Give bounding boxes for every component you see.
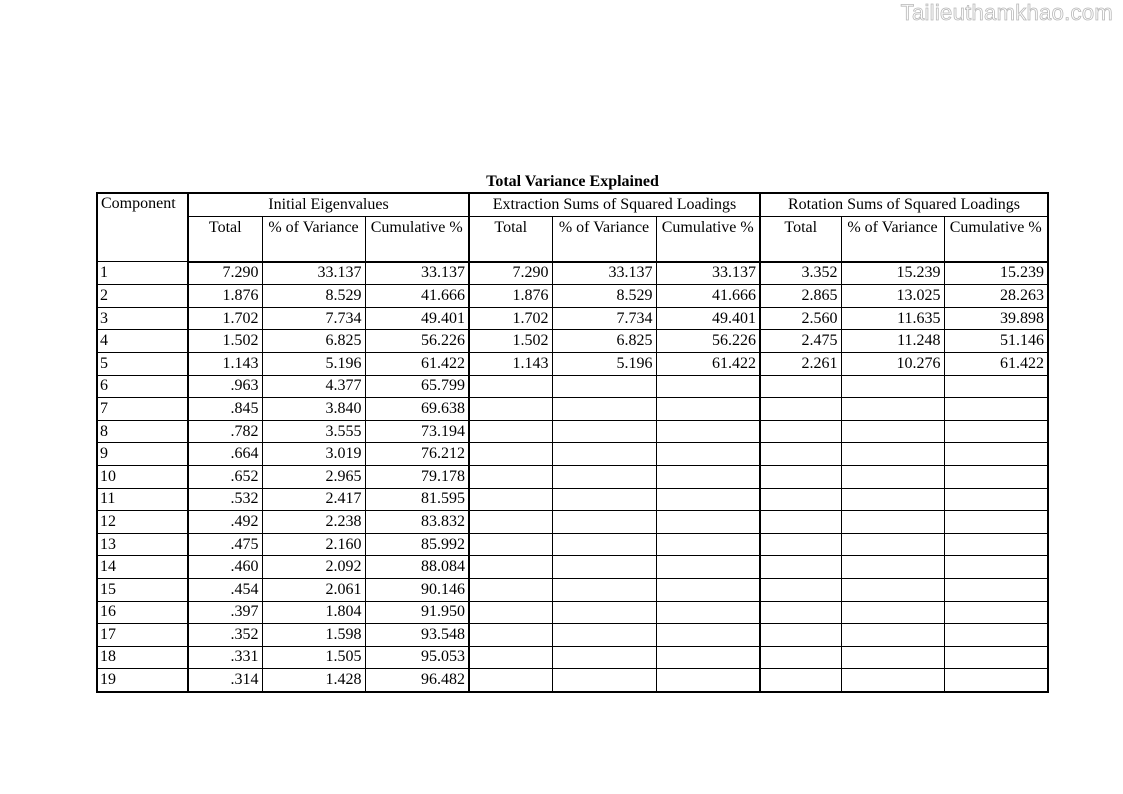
- rotation-cumulative-cell: 28.263: [944, 285, 1048, 308]
- component-number-cell: 10: [97, 465, 188, 488]
- component-number-cell: 11: [97, 488, 188, 511]
- extraction-pct-variance-cell: [552, 443, 656, 466]
- extraction-cumulative-cell: [656, 488, 760, 511]
- initial-total-header: Total: [188, 216, 262, 262]
- extraction-header: Extraction Sums of Squared Loadings: [469, 193, 760, 216]
- extraction-cumulative-cell: [656, 420, 760, 443]
- extraction-cumulative-cell: [656, 646, 760, 669]
- extraction-pct-variance-cell: [552, 488, 656, 511]
- extraction-total-cell: 1.702: [469, 307, 552, 330]
- extraction-pct-variance-cell: [552, 398, 656, 421]
- initial-pct-variance-cell: 3.555: [262, 420, 365, 443]
- initial-cumulative-cell: 95.053: [365, 646, 469, 669]
- rotation-total-cell: [760, 646, 841, 669]
- table-row: [97, 285, 1048, 308]
- table-row: [97, 578, 1048, 601]
- extraction-total-cell: [469, 646, 552, 669]
- rotation-pct-variance-cell: [841, 533, 944, 556]
- rotation-total-cell: [760, 556, 841, 579]
- extraction-cumulative-cell: [656, 465, 760, 488]
- extraction-total-cell: [469, 578, 552, 601]
- component-header: Component: [97, 193, 188, 262]
- extraction-total-cell: 1.143: [469, 352, 552, 375]
- table-row: [97, 443, 1048, 466]
- extraction-cumulative-cell: [656, 533, 760, 556]
- rotation-pct-variance-cell: [841, 488, 944, 511]
- rotation-total-cell: [760, 669, 841, 692]
- rotation-cumulative-cell: [944, 556, 1048, 579]
- extraction-pct-variance-cell: [552, 578, 656, 601]
- rotation-cumulative-cell: [944, 601, 1048, 624]
- component-number-cell: 18: [97, 646, 188, 669]
- extraction-pct-variance-header: % of Variance: [552, 216, 656, 262]
- initial-total-cell: .532: [188, 488, 262, 511]
- rotation-cumulative-cell: 61.422: [944, 352, 1048, 375]
- rotation-cumulative-cell: [944, 443, 1048, 466]
- table-row: [97, 601, 1048, 624]
- table-row: [97, 375, 1048, 398]
- initial-cumulative-cell: 41.666: [365, 285, 469, 308]
- table-row: [97, 352, 1048, 375]
- extraction-cumulative-cell: 41.666: [656, 285, 760, 308]
- initial-pct-variance-cell: 2.965: [262, 465, 365, 488]
- initial-cumulative-cell: 90.146: [365, 578, 469, 601]
- extraction-cumulative-cell: [656, 669, 760, 692]
- table-row: [97, 624, 1048, 647]
- rotation-cumulative-cell: [944, 398, 1048, 421]
- initial-cumulative-cell: 96.482: [365, 669, 469, 692]
- rotation-cumulative-cell: [944, 465, 1048, 488]
- rotation-total-cell: [760, 488, 841, 511]
- component-number-cell: 9: [97, 443, 188, 466]
- initial-total-cell: .454: [188, 578, 262, 601]
- initial-cumulative-cell: 81.595: [365, 488, 469, 511]
- rotation-cumulative-cell: 39.898: [944, 307, 1048, 330]
- extraction-cumulative-cell: [656, 578, 760, 601]
- table-row: [97, 307, 1048, 330]
- table-body: [97, 262, 1048, 692]
- rotation-total-cell: [760, 511, 841, 534]
- rotation-pct-variance-cell: [841, 669, 944, 692]
- rotation-pct-variance-cell: [841, 420, 944, 443]
- component-number-cell: 12: [97, 511, 188, 534]
- initial-total-cell: .664: [188, 443, 262, 466]
- initial-total-cell: .475: [188, 533, 262, 556]
- initial-total-cell: .845: [188, 398, 262, 421]
- extraction-cumulative-cell: 56.226: [656, 330, 760, 353]
- initial-total-cell: .331: [188, 646, 262, 669]
- rotation-pct-variance-cell: [841, 601, 944, 624]
- initial-pct-variance-cell: 2.061: [262, 578, 365, 601]
- subheader-row: [97, 216, 1048, 262]
- component-number-cell: 13: [97, 533, 188, 556]
- extraction-pct-variance-cell: 6.825: [552, 330, 656, 353]
- initial-total-cell: .782: [188, 420, 262, 443]
- extraction-total-cell: [469, 465, 552, 488]
- rotation-cumulative-cell: [944, 420, 1048, 443]
- rotation-total-cell: [760, 465, 841, 488]
- initial-total-cell: 7.290: [188, 262, 262, 285]
- total-variance-table: [96, 192, 1049, 693]
- rotation-pct-variance-cell: 15.239: [841, 262, 944, 285]
- extraction-total-cell: [469, 420, 552, 443]
- extraction-total-cell: [469, 601, 552, 624]
- extraction-total-cell: [469, 488, 552, 511]
- initial-total-cell: 1.702: [188, 307, 262, 330]
- initial-cumulative-cell: 61.422: [365, 352, 469, 375]
- rotation-cumulative-cell: [944, 488, 1048, 511]
- rotation-total-cell: [760, 443, 841, 466]
- rotation-cumulative-cell: [944, 624, 1048, 647]
- initial-pct-variance-header: % of Variance: [262, 216, 365, 262]
- table-row: [97, 488, 1048, 511]
- extraction-pct-variance-cell: [552, 669, 656, 692]
- rotation-pct-variance-cell: 11.635: [841, 307, 944, 330]
- extraction-total-cell: 7.290: [469, 262, 552, 285]
- initial-total-cell: .492: [188, 511, 262, 534]
- initial-total-cell: 1.876: [188, 285, 262, 308]
- rotation-cumulative-cell: [944, 533, 1048, 556]
- table-row: [97, 669, 1048, 692]
- initial-pct-variance-cell: 2.417: [262, 488, 365, 511]
- initial-cumulative-cell: 56.226: [365, 330, 469, 353]
- extraction-total-cell: [469, 443, 552, 466]
- rotation-cumulative-cell: 51.146: [944, 330, 1048, 353]
- component-number-cell: 2: [97, 285, 188, 308]
- initial-pct-variance-cell: 2.092: [262, 556, 365, 579]
- extraction-total-header: Total: [469, 216, 552, 262]
- extraction-total-cell: [469, 533, 552, 556]
- rotation-pct-variance-cell: [841, 398, 944, 421]
- rotation-total-cell: [760, 420, 841, 443]
- extraction-cumulative-cell: 61.422: [656, 352, 760, 375]
- rotation-total-cell: [760, 624, 841, 647]
- table-row: [97, 330, 1048, 353]
- initial-cumulative-cell: 83.832: [365, 511, 469, 534]
- initial-pct-variance-cell: 5.196: [262, 352, 365, 375]
- extraction-total-cell: [469, 556, 552, 579]
- rotation-total-cell: 2.475: [760, 330, 841, 353]
- extraction-cumulative-cell: [656, 511, 760, 534]
- initial-pct-variance-cell: 7.734: [262, 307, 365, 330]
- extraction-pct-variance-cell: [552, 624, 656, 647]
- initial-cumulative-cell: 79.178: [365, 465, 469, 488]
- initial-cumulative-cell: 88.084: [365, 556, 469, 579]
- extraction-total-cell: [469, 375, 552, 398]
- rotation-total-cell: 3.352: [760, 262, 841, 285]
- component-number-cell: 6: [97, 375, 188, 398]
- initial-total-cell: .314: [188, 669, 262, 692]
- initial-total-cell: .397: [188, 601, 262, 624]
- extraction-cumulative-cell: 33.137: [656, 262, 760, 285]
- rotation-total-cell: [760, 398, 841, 421]
- extraction-pct-variance-cell: [552, 646, 656, 669]
- initial-cumulative-cell: 93.548: [365, 624, 469, 647]
- initial-cumulative-header: Cumulative %: [365, 216, 469, 262]
- extraction-cumulative-cell: [656, 398, 760, 421]
- rotation-cumulative-cell: [944, 669, 1048, 692]
- rotation-cumulative-cell: [944, 646, 1048, 669]
- initial-pct-variance-cell: 33.137: [262, 262, 365, 285]
- rotation-total-cell: [760, 601, 841, 624]
- rotation-pct-variance-cell: [841, 511, 944, 534]
- component-number-cell: 5: [97, 352, 188, 375]
- component-number-cell: 17: [97, 624, 188, 647]
- extraction-cumulative-cell: [656, 375, 760, 398]
- initial-total-cell: .352: [188, 624, 262, 647]
- component-number-cell: 14: [97, 556, 188, 579]
- extraction-cumulative-cell: 49.401: [656, 307, 760, 330]
- initial-pct-variance-cell: 1.505: [262, 646, 365, 669]
- extraction-total-cell: 1.502: [469, 330, 552, 353]
- extraction-total-cell: [469, 511, 552, 534]
- table-row: [97, 511, 1048, 534]
- extraction-pct-variance-cell: [552, 511, 656, 534]
- rotation-header: Rotation Sums of Squared Loadings: [760, 193, 1048, 216]
- initial-cumulative-cell: 85.992: [365, 533, 469, 556]
- component-number-cell: 16: [97, 601, 188, 624]
- extraction-pct-variance-cell: [552, 556, 656, 579]
- initial-pct-variance-cell: 1.428: [262, 669, 365, 692]
- table-row: [97, 420, 1048, 443]
- initial-pct-variance-cell: 4.377: [262, 375, 365, 398]
- initial-total-cell: .963: [188, 375, 262, 398]
- extraction-cumulative-cell: [656, 443, 760, 466]
- initial-eigenvalues-header: Initial Eigenvalues: [188, 193, 469, 216]
- table-row: [97, 646, 1048, 669]
- initial-pct-variance-cell: 3.019: [262, 443, 365, 466]
- rotation-pct-variance-cell: 10.276: [841, 352, 944, 375]
- rotation-cumulative-cell: 15.239: [944, 262, 1048, 285]
- table-row: [97, 398, 1048, 421]
- extraction-total-cell: [469, 624, 552, 647]
- rotation-total-cell: [760, 578, 841, 601]
- extraction-cumulative-cell: [656, 624, 760, 647]
- initial-total-cell: 1.143: [188, 352, 262, 375]
- rotation-cumulative-cell: [944, 578, 1048, 601]
- initial-total-cell: .652: [188, 465, 262, 488]
- rotation-total-cell: [760, 533, 841, 556]
- component-number-cell: 1: [97, 262, 188, 285]
- component-number-cell: 3: [97, 307, 188, 330]
- initial-pct-variance-cell: 8.529: [262, 285, 365, 308]
- extraction-total-cell: 1.876: [469, 285, 552, 308]
- initial-cumulative-cell: 65.799: [365, 375, 469, 398]
- initial-total-cell: .460: [188, 556, 262, 579]
- extraction-cumulative-header: Cumulative %: [656, 216, 760, 262]
- rotation-pct-variance-cell: [841, 624, 944, 647]
- component-number-cell: 19: [97, 669, 188, 692]
- initial-cumulative-cell: 73.194: [365, 420, 469, 443]
- extraction-total-cell: [469, 398, 552, 421]
- rotation-pct-variance-cell: [841, 443, 944, 466]
- rotation-pct-variance-cell: [841, 556, 944, 579]
- extraction-pct-variance-cell: [552, 420, 656, 443]
- watermark: Tailieuthamkhao.com: [900, 0, 1113, 25]
- table-row: [97, 465, 1048, 488]
- rotation-total-header: Total: [760, 216, 841, 262]
- extraction-pct-variance-cell: 8.529: [552, 285, 656, 308]
- initial-pct-variance-cell: 6.825: [262, 330, 365, 353]
- extraction-cumulative-cell: [656, 556, 760, 579]
- extraction-pct-variance-cell: [552, 375, 656, 398]
- table-title: Total Variance Explained: [486, 173, 659, 190]
- initial-cumulative-cell: 91.950: [365, 601, 469, 624]
- extraction-pct-variance-cell: 33.137: [552, 262, 656, 285]
- rotation-pct-variance-cell: [841, 646, 944, 669]
- initial-cumulative-cell: 49.401: [365, 307, 469, 330]
- group-header-row: [97, 193, 1048, 216]
- rotation-pct-variance-cell: [841, 578, 944, 601]
- component-number-cell: 8: [97, 420, 188, 443]
- rotation-pct-variance-cell: [841, 465, 944, 488]
- rotation-cumulative-cell: [944, 375, 1048, 398]
- table-row: [97, 533, 1048, 556]
- component-number-cell: 4: [97, 330, 188, 353]
- rotation-total-cell: 2.261: [760, 352, 841, 375]
- extraction-total-cell: [469, 669, 552, 692]
- rotation-total-cell: 2.865: [760, 285, 841, 308]
- initial-cumulative-cell: 33.137: [365, 262, 469, 285]
- rotation-pct-variance-cell: [841, 375, 944, 398]
- component-number-cell: 15: [97, 578, 188, 601]
- table-row: [97, 556, 1048, 579]
- initial-pct-variance-cell: 2.160: [262, 533, 365, 556]
- rotation-total-cell: [760, 375, 841, 398]
- initial-pct-variance-cell: 3.840: [262, 398, 365, 421]
- initial-cumulative-cell: 76.212: [365, 443, 469, 466]
- extraction-pct-variance-cell: 5.196: [552, 352, 656, 375]
- extraction-cumulative-cell: [656, 601, 760, 624]
- extraction-pct-variance-cell: [552, 465, 656, 488]
- rotation-cumulative-header: Cumulative %: [944, 216, 1048, 262]
- rotation-pct-variance-cell: 13.025: [841, 285, 944, 308]
- initial-cumulative-cell: 69.638: [365, 398, 469, 421]
- rotation-total-cell: 2.560: [760, 307, 841, 330]
- initial-pct-variance-cell: 2.238: [262, 511, 365, 534]
- table-row: [97, 262, 1048, 285]
- rotation-cumulative-cell: [944, 511, 1048, 534]
- initial-pct-variance-cell: 1.804: [262, 601, 365, 624]
- initial-total-cell: 1.502: [188, 330, 262, 353]
- component-number-cell: 7: [97, 398, 188, 421]
- initial-pct-variance-cell: 1.598: [262, 624, 365, 647]
- extraction-pct-variance-cell: 7.734: [552, 307, 656, 330]
- rotation-pct-variance-cell: 11.248: [841, 330, 944, 353]
- extraction-pct-variance-cell: [552, 601, 656, 624]
- rotation-pct-variance-header: % of Variance: [841, 216, 944, 262]
- extraction-pct-variance-cell: [552, 533, 656, 556]
